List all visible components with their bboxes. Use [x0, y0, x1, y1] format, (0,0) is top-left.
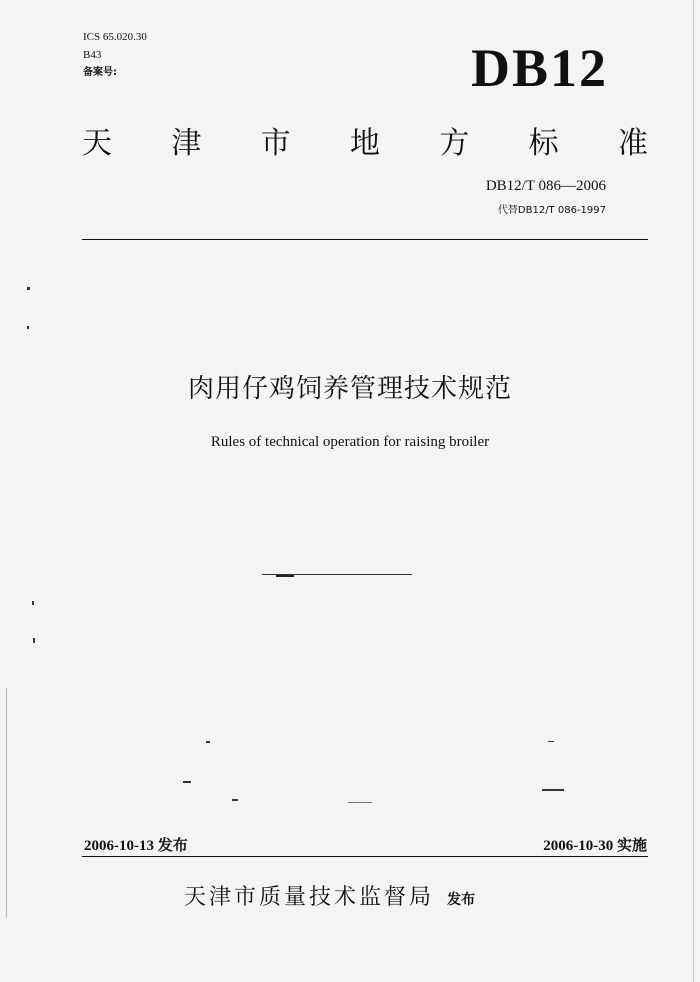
scan-speck — [348, 802, 372, 803]
filing-number-label: 备案号: — [83, 67, 117, 78]
ics-code: ICS 65.020.30 — [83, 31, 147, 43]
issuing-authority — [184, 880, 475, 911]
standard-name-char: 准 — [617, 126, 648, 161]
standard-category-name — [82, 124, 648, 164]
scan-speck — [183, 781, 191, 783]
scan-speck — [32, 601, 34, 605]
scan-speck — [548, 741, 554, 742]
scan-smudge — [276, 575, 294, 577]
standard-name-char: 方 — [439, 126, 470, 161]
document-title-chinese: 肉用仔鸡饲养管理技术规范 — [187, 374, 512, 404]
issuer-suffix: 发布 — [447, 892, 476, 908]
scan-edge-line — [693, 0, 694, 982]
implementation-date: 2006-10-30 实施 — [543, 838, 647, 854]
scan-speck — [232, 799, 238, 801]
standard-name-char: 津 — [171, 126, 202, 161]
standard-name-char: 天 — [82, 126, 112, 161]
document-title-english: Rules of technical operation for raising broiler — [210, 434, 490, 450]
scan-edge-line — [6, 688, 7, 918]
standard-name-char: 标 — [528, 126, 559, 161]
scan-speck — [542, 789, 564, 791]
standard-number: DB12/T 086—2006 — [485, 178, 606, 194]
header-divider — [82, 239, 648, 240]
db-standard-mark: DB12 — [470, 38, 608, 98]
standard-name-char: 市 — [260, 126, 291, 161]
scan-speck — [27, 326, 29, 329]
replaced-standard-number: 代替DB12/T 086-1997 — [497, 205, 606, 216]
scan-speck — [27, 287, 30, 290]
scan-speck — [206, 741, 210, 743]
classification-code: B43 — [83, 49, 102, 61]
issue-date: 2006-10-13 发布 — [84, 838, 188, 854]
footer-divider — [82, 856, 648, 857]
scan-speck — [33, 638, 35, 643]
issuer-name: 天津市质量技术监督局 — [184, 885, 435, 910]
standard-name-char: 地 — [349, 126, 380, 161]
